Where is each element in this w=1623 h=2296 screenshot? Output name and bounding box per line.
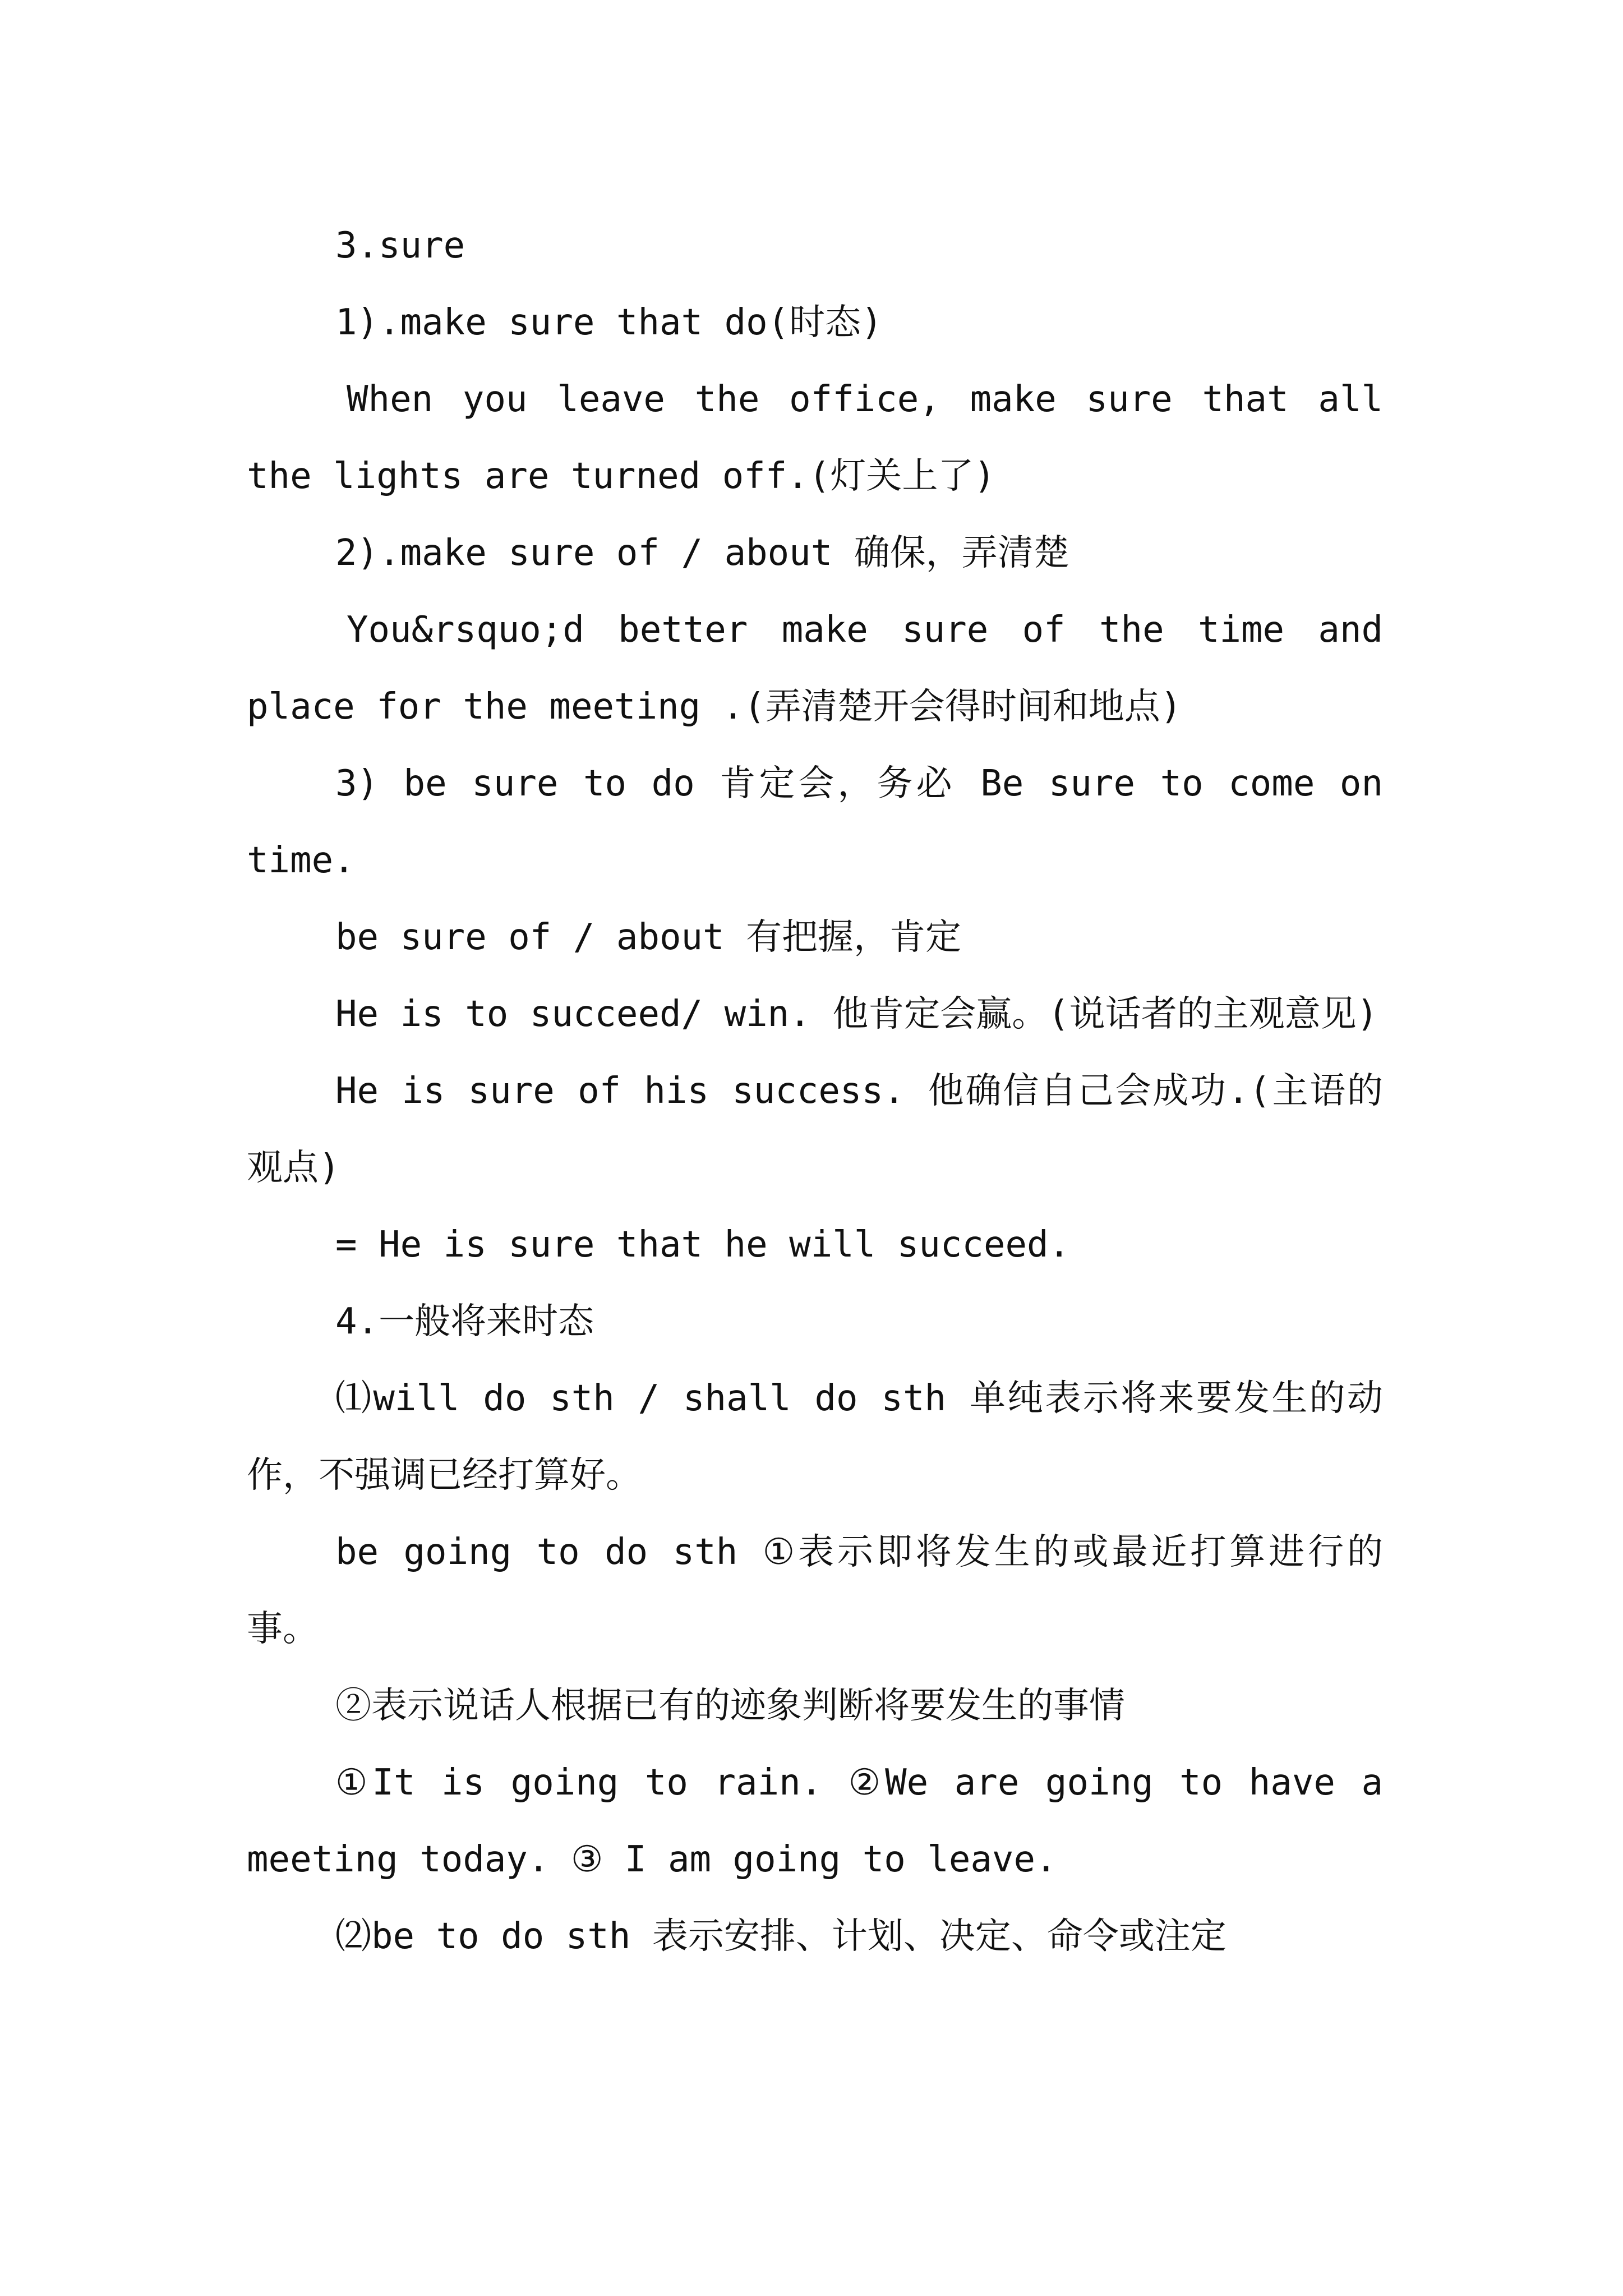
- rule-be-to-do: ⑵be to do sth 表示安排、计划、决定、命令或注定: [335, 1916, 1227, 1957]
- rule-be-going-to: be going to do sth ①表示即将发生的或最近打算进行的事。: [247, 1531, 1383, 1650]
- subheading-make-sure-that: 1).make sure that do(时态): [335, 302, 883, 343]
- example-sentence-equivalent: = He is sure that he will succeed.: [335, 1224, 1071, 1266]
- section-heading-sure: 3.sure: [335, 225, 465, 266]
- example-sentence-success: He is sure of his success. 他确信自己会成功.(主语的观点): [247, 1070, 1383, 1189]
- subheading-make-sure-of: 2).make sure of / about 确保，弄清楚: [335, 532, 1069, 574]
- example-sentence-succeed: He is to succeed/ win. 他肯定会赢。(说话者的主观意见): [335, 993, 1378, 1035]
- example-sentence-lights: When you leave the office, make sure that all the lights are turned off.(灯关上了): [247, 379, 1383, 497]
- subheading-be-sure-of: be sure of / about 有把握，肯定: [335, 917, 962, 958]
- subheading-be-sure-to-do: 3) be sure to do 肯定会，务必 Be sure to come on time.: [247, 763, 1383, 881]
- section-heading-future-tense: 4.一般将来时态: [335, 1301, 594, 1342]
- rule-will-shall: ⑴will do sth / shall do sth 单纯表示将来要发生的动作，不强调已经打算好。: [247, 1378, 1383, 1496]
- example-sentences-going-to: ①It is going to rain. ②We are going to have a meeting today. ③ I am going to leave.: [247, 1762, 1383, 1880]
- rule-be-going-to-evidence: ②表示说话人根据已有的迹象判断将要发生的事情: [335, 1685, 1125, 1727]
- document-body: [247, 208, 1383, 1975]
- example-sentence-meeting: You&rsquo;d better make sure of the time and place for the meeting .(弄清楚开会得时间和地点): [247, 609, 1383, 728]
